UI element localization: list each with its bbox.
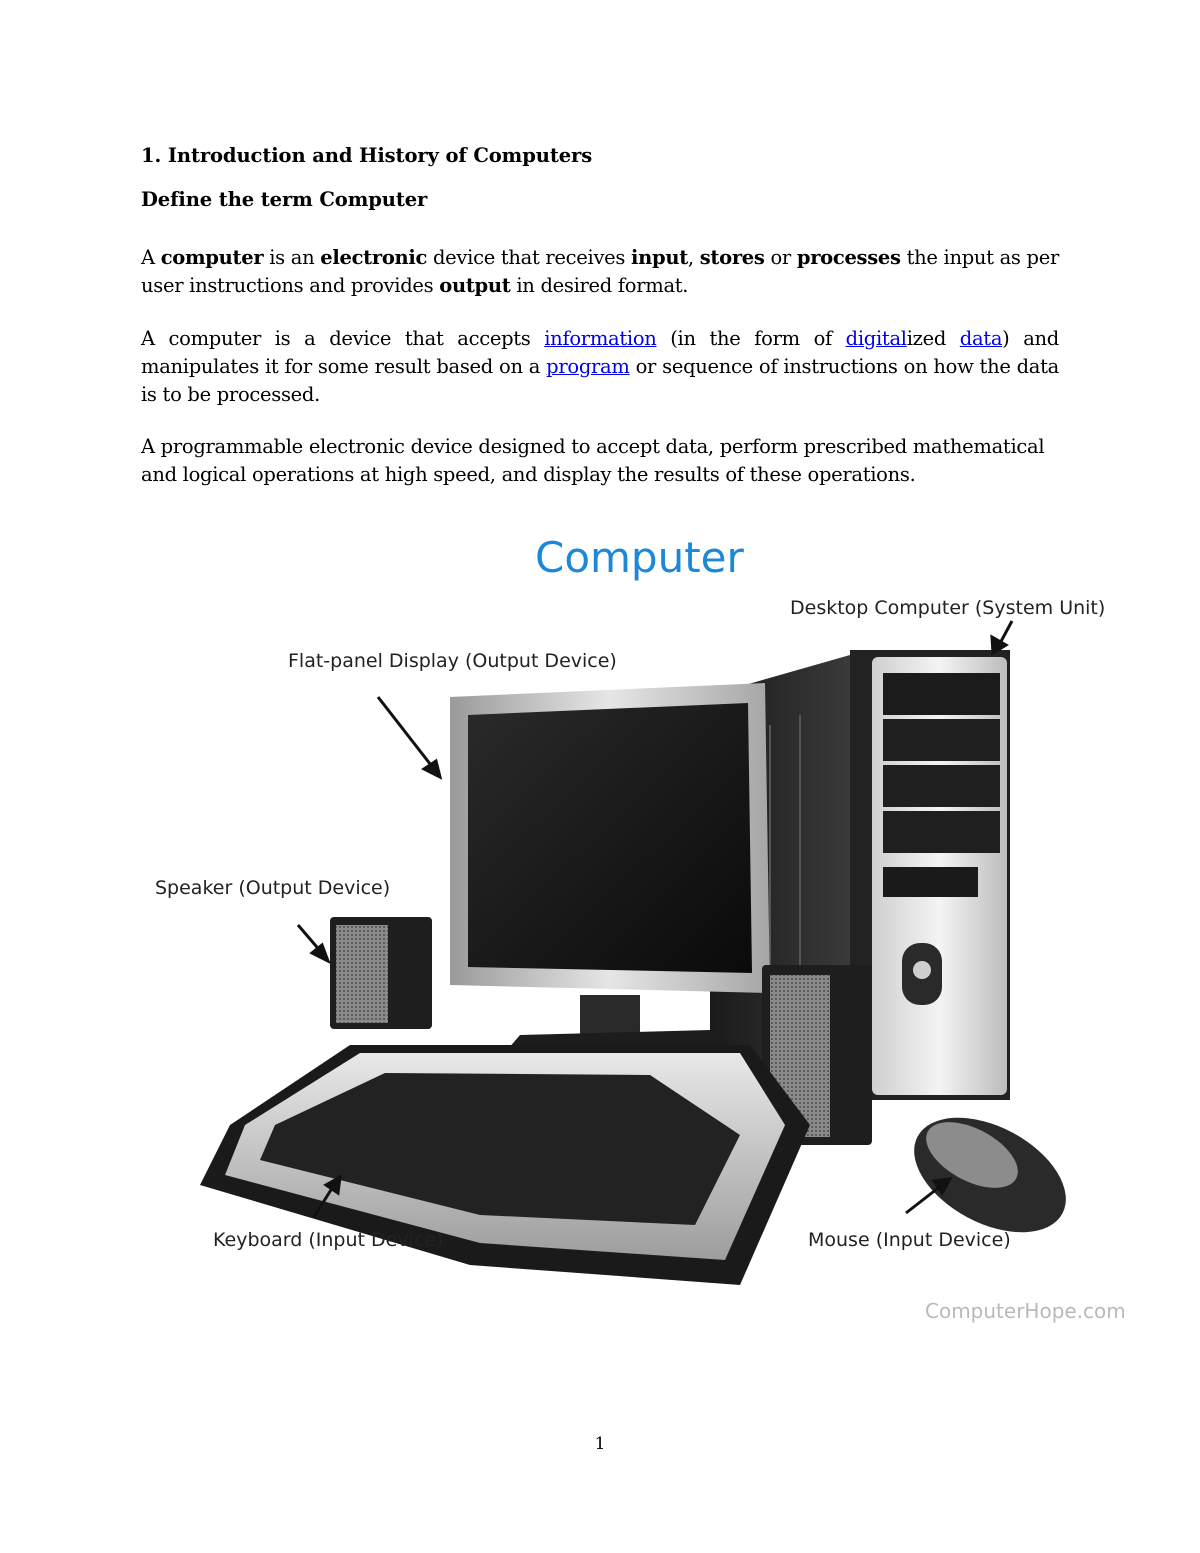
arrow-display bbox=[378, 697, 434, 769]
label-speaker: Speaker (Output Device) bbox=[155, 877, 391, 899]
text-run: is an bbox=[263, 246, 321, 269]
section-title: 1. Introduction and History of Computers bbox=[141, 144, 593, 167]
term-input: input bbox=[631, 246, 688, 269]
text-run: A bbox=[141, 246, 161, 269]
text-run: in desired format. bbox=[510, 274, 689, 297]
label-keyboard: Keyboard (Input Device) bbox=[213, 1229, 444, 1251]
term-stores: stores bbox=[699, 246, 765, 269]
text-run: (in the form of bbox=[656, 327, 846, 350]
speaker-left bbox=[330, 917, 432, 1029]
definition-paragraph-2 bbox=[141, 325, 1059, 409]
label-mouse: Mouse (Input Device) bbox=[808, 1229, 1011, 1251]
drive-bay-2 bbox=[883, 719, 1000, 761]
label-desktop: Desktop Computer (System Unit) bbox=[790, 597, 1106, 619]
text-run: or sequence of instructions on how the data is to be processed. bbox=[141, 355, 1059, 406]
monitor-screen bbox=[468, 703, 752, 973]
text-run: the input as per user instructions and provides bbox=[141, 246, 1059, 297]
link-information[interactable]: information bbox=[544, 327, 657, 350]
text-run: device that receives bbox=[427, 246, 632, 269]
speaker-left-grille bbox=[336, 925, 388, 1023]
drive-bay-4 bbox=[883, 811, 1000, 853]
term-output: output bbox=[439, 274, 511, 297]
text-run: , bbox=[687, 246, 700, 269]
page-number: 1 bbox=[594, 1434, 606, 1454]
label-display: Flat-panel Display (Output Device) bbox=[288, 650, 617, 672]
term-processes: processes bbox=[796, 246, 901, 269]
text-run: ized bbox=[906, 327, 960, 350]
computer-diagram-figure bbox=[150, 525, 1150, 1345]
term-computer: computer bbox=[160, 246, 264, 269]
text-run: ) and manipulates it for some result based on a bbox=[141, 327, 1059, 378]
power-led bbox=[913, 961, 931, 979]
text-run: or bbox=[764, 246, 797, 269]
text-run: A computer is a device that accepts bbox=[141, 327, 545, 350]
definition-paragraph-3: A programmable electronic device designed to accept data, perform prescribed mathematical and logical operations at high speed, and display the results of these operations. bbox=[141, 435, 1045, 486]
link-digital[interactable]: digital bbox=[845, 327, 907, 350]
link-data[interactable]: data bbox=[959, 327, 1003, 350]
figure-watermark: ComputerHope.com bbox=[925, 1299, 1126, 1323]
arrowhead-display bbox=[424, 761, 440, 777]
floppy-drive bbox=[883, 867, 978, 897]
arrow-mouse bbox=[906, 1185, 942, 1213]
drive-bay-3 bbox=[883, 765, 1000, 807]
computer-illustration bbox=[150, 525, 1150, 1345]
definition-paragraph-1 bbox=[141, 244, 1059, 300]
optical-drive bbox=[883, 673, 1000, 715]
arrowhead-speaker bbox=[312, 945, 328, 961]
link-program[interactable]: program bbox=[546, 355, 630, 378]
monitor-neck bbox=[580, 995, 640, 1037]
term-electronic: electronic bbox=[320, 246, 428, 269]
subsection-title: Define the term Computer bbox=[141, 188, 428, 211]
figure-title: Computer bbox=[535, 533, 744, 582]
